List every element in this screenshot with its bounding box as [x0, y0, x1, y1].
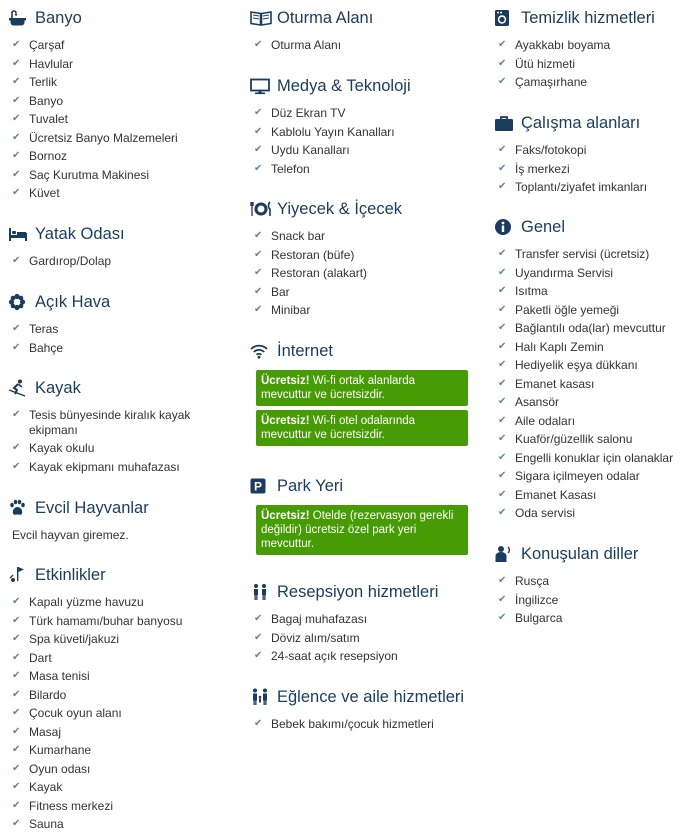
section-title: Yiyecek & İçecek — [277, 199, 403, 218]
check-icon: ✔ — [12, 94, 21, 106]
item-list — [250, 715, 476, 734]
list-item: ✔ Transfer servisi (ücretsiz) — [494, 245, 690, 264]
check-icon: ✔ — [254, 631, 263, 643]
check-icon: ✔ — [498, 266, 507, 278]
check-icon: ✔ — [498, 162, 507, 174]
check-icon: ✔ — [12, 460, 21, 472]
check-icon: ✔ — [12, 113, 21, 124]
bathtub-icon — [8, 8, 30, 28]
section-acik-hava — [8, 290, 240, 357]
wifi-icon — [250, 341, 272, 361]
family-icon — [250, 687, 272, 707]
list-item: ✔ Ütü hizmeti — [494, 55, 690, 74]
check-icon: ✔ — [12, 168, 21, 180]
section-internet — [250, 339, 476, 446]
list-item: ✔ Bornoz — [8, 147, 240, 166]
check-icon: ✔ — [12, 57, 21, 69]
list-item: ✔ Çamaşırhane — [494, 73, 690, 92]
check-icon: ✔ — [498, 340, 507, 352]
item-list — [250, 227, 476, 320]
list-item: ✔ Engelli konuklar için olanaklar — [494, 449, 690, 468]
section-title: Konuşulan diller — [521, 544, 639, 563]
section-header — [250, 685, 476, 709]
list-item: ✔ Restoran (büfe) — [250, 246, 476, 265]
free-wifi-badge: Ücretsiz! Wi-fi ortak alanlarda mevcuttur ve ücretsizdir. — [256, 370, 468, 406]
section-header — [494, 6, 690, 30]
check-icon: ✔ — [254, 107, 263, 118]
section-title: Eğlence ve aile hizmetleri — [277, 687, 465, 706]
section-resepsiyon-hizmetleri — [250, 580, 476, 666]
list-item: ✔ Tesis bünyesinde kiralık kayak ekipmanı — [12, 408, 191, 437]
check-icon: ✔ — [498, 377, 507, 389]
item-list — [494, 141, 690, 197]
section-yiyecek-icecek — [250, 197, 476, 320]
list-item: ✔ Kablolu Yayın Kanalları — [250, 123, 476, 142]
list-item: ✔ Türk hamamı/buhar banyosu — [8, 612, 240, 631]
section-title: Oturma Alanı — [277, 8, 374, 27]
list-item: ✔ Banyo — [8, 92, 240, 111]
check-icon: ✔ — [12, 799, 21, 811]
list-item: ✔ Bilardo — [8, 686, 240, 705]
list-item: ✔ Çarşaf — [8, 36, 240, 55]
section-header — [250, 474, 476, 498]
check-icon: ✔ — [12, 131, 21, 143]
section-title: Açık Hava — [35, 292, 111, 311]
list-item: ✔ Kuaför/güzellik salonu — [494, 430, 690, 449]
briefcase-icon — [494, 113, 516, 133]
check-icon: ✔ — [12, 725, 21, 737]
list-item: ✔ Döviz alım/satım — [250, 629, 476, 648]
section-eglence-aile — [250, 685, 476, 734]
section-title: Yatak Odası — [35, 224, 125, 243]
check-icon: ✔ — [498, 303, 507, 315]
list-item: ✔ Uyandırma Servisi — [494, 264, 690, 283]
section-title: Evcil Hayvanlar — [35, 498, 149, 517]
check-icon: ✔ — [12, 614, 21, 626]
list-item: ✔ Asansör — [494, 393, 690, 412]
list-item: ✔ Teras — [8, 320, 240, 339]
check-icon: ✔ — [12, 818, 21, 829]
item-list — [8, 593, 240, 833]
list-item: ✔ Bulgarca — [494, 609, 690, 628]
check-icon: ✔ — [12, 633, 21, 644]
pet-policy-text: Evcil hayvan giremez. — [12, 528, 129, 542]
list-item: ✔ Emanet Kasası — [494, 486, 690, 505]
check-icon: ✔ — [498, 612, 507, 623]
section-kayak — [8, 376, 240, 476]
check-icon: ✔ — [12, 76, 21, 87]
skier-icon — [8, 378, 30, 398]
list-item: ✔ Ücretsiz Banyo Malzemeleri — [8, 129, 240, 148]
list-item: ✔ Halı Kaplı Zemin — [494, 338, 690, 357]
section-konusulan-diller — [494, 542, 690, 628]
list-item: ✔ Sauna — [8, 815, 240, 833]
check-icon: ✔ — [254, 285, 263, 297]
section-title: Kayak — [35, 378, 81, 397]
list-item: ✔ Sigara içilmeyen odalar — [494, 467, 690, 486]
info-icon — [494, 217, 516, 237]
list-item: ✔ Oturma Alanı — [250, 36, 476, 55]
item-list — [8, 36, 240, 203]
book-icon — [250, 8, 272, 28]
bed-icon — [8, 224, 30, 244]
section-header — [494, 542, 690, 566]
washer-icon — [494, 8, 516, 28]
list-item: ✔ Ayakkabı boyama — [494, 36, 690, 55]
check-icon: ✔ — [254, 39, 263, 50]
check-icon: ✔ — [254, 162, 263, 174]
section-genel — [494, 215, 690, 523]
list-item: ✔ Faks/fotokopi — [494, 141, 690, 160]
golf-icon — [8, 565, 30, 585]
list-item: ✔ Kumarhane — [8, 741, 240, 760]
check-icon: ✔ — [12, 670, 21, 681]
check-icon: ✔ — [498, 414, 507, 426]
list-item: ✔ Emanet kasası — [494, 375, 690, 394]
section-header — [250, 339, 476, 363]
check-icon: ✔ — [254, 650, 263, 661]
item-list — [250, 104, 476, 178]
check-icon: ✔ — [254, 267, 263, 278]
section-oturma-alani — [250, 6, 476, 55]
item-list — [8, 406, 240, 476]
check-icon: ✔ — [498, 144, 507, 155]
section-header — [8, 376, 240, 400]
check-icon: ✔ — [12, 688, 21, 700]
check-icon: ✔ — [498, 396, 507, 407]
list-item: ✔ Dart — [8, 649, 240, 668]
check-icon: ✔ — [498, 359, 507, 370]
check-icon: ✔ — [12, 744, 21, 755]
section-header — [250, 197, 476, 221]
list-item: ✔ Paketli öğle yemeği — [494, 301, 690, 320]
check-icon: ✔ — [12, 39, 21, 50]
list-item: ✔ Uydu Kanalları — [250, 141, 476, 160]
list-item: ✔ Telefon — [250, 160, 476, 179]
check-icon: ✔ — [12, 651, 21, 663]
check-icon: ✔ — [498, 57, 507, 69]
check-icon: ✔ — [498, 248, 507, 259]
section-title: Banyo — [35, 8, 82, 27]
svg-text:P: P — [253, 479, 263, 494]
list-item: ✔ Isıtma — [494, 282, 690, 301]
list-item: ✔ Bağlantılı oda(lar) mevcuttur — [494, 319, 690, 338]
check-icon: ✔ — [12, 707, 21, 718]
section-yatak-odasi — [8, 222, 240, 271]
section-header — [250, 580, 476, 604]
check-icon: ✔ — [498, 451, 507, 463]
check-icon: ✔ — [254, 144, 263, 155]
section-medya-teknoloji — [250, 74, 476, 178]
list-item: ✔ Bahçe — [8, 339, 240, 358]
list-item: ✔ Gardırop/Dolap — [8, 252, 240, 271]
section-title: Temizlik hizmetleri — [521, 8, 655, 27]
list-item: ✔ Minibar — [250, 301, 476, 320]
section-etkinlikler — [8, 563, 240, 833]
list-item: ✔ Küvet — [8, 184, 240, 203]
check-icon: ✔ — [254, 304, 263, 315]
section-banyo — [8, 6, 240, 203]
section-header — [8, 6, 240, 30]
item-list — [8, 252, 240, 271]
list-item: ✔ Kayak ekipmanı muhafazası — [8, 458, 240, 477]
free-wifi-badge: Ücretsiz! Wi-fi otel odalarında mevcuttur ve ücretsizdir. — [256, 410, 468, 446]
section-header — [494, 215, 690, 239]
check-icon: ✔ — [254, 125, 263, 137]
item-list — [494, 572, 690, 628]
list-item: ✔ Kayak — [8, 778, 240, 797]
list-item: ✔ İngilizce — [494, 591, 690, 610]
section-header — [494, 111, 690, 135]
list-item: ✔ Bebek bakımı/çocuk hizmetleri — [250, 715, 476, 734]
list-item: ✔ Spa küveti/jakuzi — [8, 630, 240, 649]
section-header — [8, 496, 240, 520]
item-list — [494, 36, 690, 92]
paw-icon — [8, 498, 30, 518]
section-calisma-alanlari — [494, 111, 690, 197]
check-icon: ✔ — [498, 76, 507, 87]
item-list — [250, 36, 476, 55]
list-item: ✔ Restoran (alakart) — [250, 264, 476, 283]
section-title: Genel — [521, 217, 566, 236]
check-icon: ✔ — [12, 323, 21, 334]
section-header — [8, 222, 240, 246]
list-item: ✔ Aile odaları — [494, 412, 690, 431]
check-icon: ✔ — [12, 341, 21, 353]
check-icon: ✔ — [498, 488, 507, 500]
list-item: ✔ Kayak okulu — [8, 439, 240, 458]
check-icon: ✔ — [254, 613, 263, 624]
list-item: ✔ Bar — [250, 283, 476, 302]
check-icon: ✔ — [12, 187, 21, 198]
check-icon: ✔ — [12, 442, 21, 453]
section-title: Medya & Teknoloji — [277, 76, 411, 95]
parking-icon — [250, 476, 272, 496]
check-icon: ✔ — [12, 150, 21, 161]
list-item: ✔ Saç Kurutma Makinesi — [8, 166, 240, 185]
section-temizlik-hizmetleri — [494, 6, 690, 92]
list-item: ✔ Düz Ekran TV — [250, 104, 476, 123]
section-header — [8, 290, 240, 314]
list-item: ✔ Fitness merkezi — [8, 797, 240, 816]
item-list — [494, 245, 690, 523]
section-header — [250, 6, 476, 30]
section-title: Etkinlikler — [35, 565, 106, 584]
list-item: ✔ Masa tenisi — [8, 667, 240, 686]
section-header — [8, 563, 240, 587]
section-evcil-hayvanlar — [8, 496, 240, 544]
check-icon: ✔ — [498, 593, 507, 605]
check-icon: ✔ — [254, 718, 263, 729]
section-title: İnternet — [277, 341, 333, 360]
list-item: ✔ Havlular — [8, 55, 240, 74]
check-icon: ✔ — [12, 781, 21, 792]
list-item: ✔ Tuvalet — [8, 110, 240, 129]
check-icon: ✔ — [12, 762, 21, 774]
flower-icon — [8, 292, 30, 312]
check-icon: ✔ — [12, 255, 21, 266]
check-icon: ✔ — [498, 39, 507, 50]
check-icon: ✔ — [498, 433, 507, 444]
check-icon: ✔ — [498, 322, 507, 333]
check-icon: ✔ — [498, 181, 507, 192]
item-list — [8, 320, 240, 357]
list-item: ✔ İş merkezi — [494, 160, 690, 179]
check-icon: ✔ — [254, 230, 263, 241]
section-title: Park Yeri — [277, 476, 344, 495]
check-icon: ✔ — [254, 248, 263, 260]
list-item: ✔ Snack bar — [250, 227, 476, 246]
check-icon: ✔ — [498, 470, 507, 481]
section-title: Resepsiyon hizmetleri — [277, 582, 439, 601]
list-item: ✔ Toplantı/ziyafet imkanları — [494, 178, 690, 197]
reception-icon — [250, 582, 272, 602]
check-icon: ✔ — [498, 575, 507, 586]
item-list — [250, 610, 476, 666]
check-icon: ✔ — [12, 596, 21, 607]
list-item: ✔ Oda servisi — [494, 504, 690, 523]
section-title: Çalışma alanları — [521, 113, 641, 132]
list-item: ✔ Masaj — [8, 723, 240, 742]
speech-icon — [494, 544, 516, 564]
section-header — [250, 74, 476, 98]
list-item: ✔ Rusça — [494, 572, 690, 591]
section-park-yeri — [250, 474, 476, 555]
list-item: ✔ Terlik — [8, 73, 240, 92]
list-item: ✔ Hediyelik eşya dükkanı — [494, 356, 690, 375]
check-icon: ✔ — [498, 507, 507, 518]
check-icon: ✔ — [12, 409, 21, 420]
dining-icon — [250, 199, 272, 219]
list-item: ✔ 24-saat açık resepsiyon — [250, 647, 476, 666]
list-item: ✔ Bagaj muhafazası — [250, 610, 476, 629]
check-icon: ✔ — [498, 285, 507, 296]
list-item: ✔ Çocuk oyun alanı — [8, 704, 240, 723]
list-item: ✔ Kapalı yüzme havuzu — [8, 593, 240, 612]
free-parking-badge: Ücretsiz! Otelde (rezervasyon gerekli değildir) ücretsiz özel park yeri mevcuttur. — [256, 505, 468, 555]
monitor-icon — [250, 76, 272, 96]
list-item: ✔ Oyun odası — [8, 760, 240, 779]
